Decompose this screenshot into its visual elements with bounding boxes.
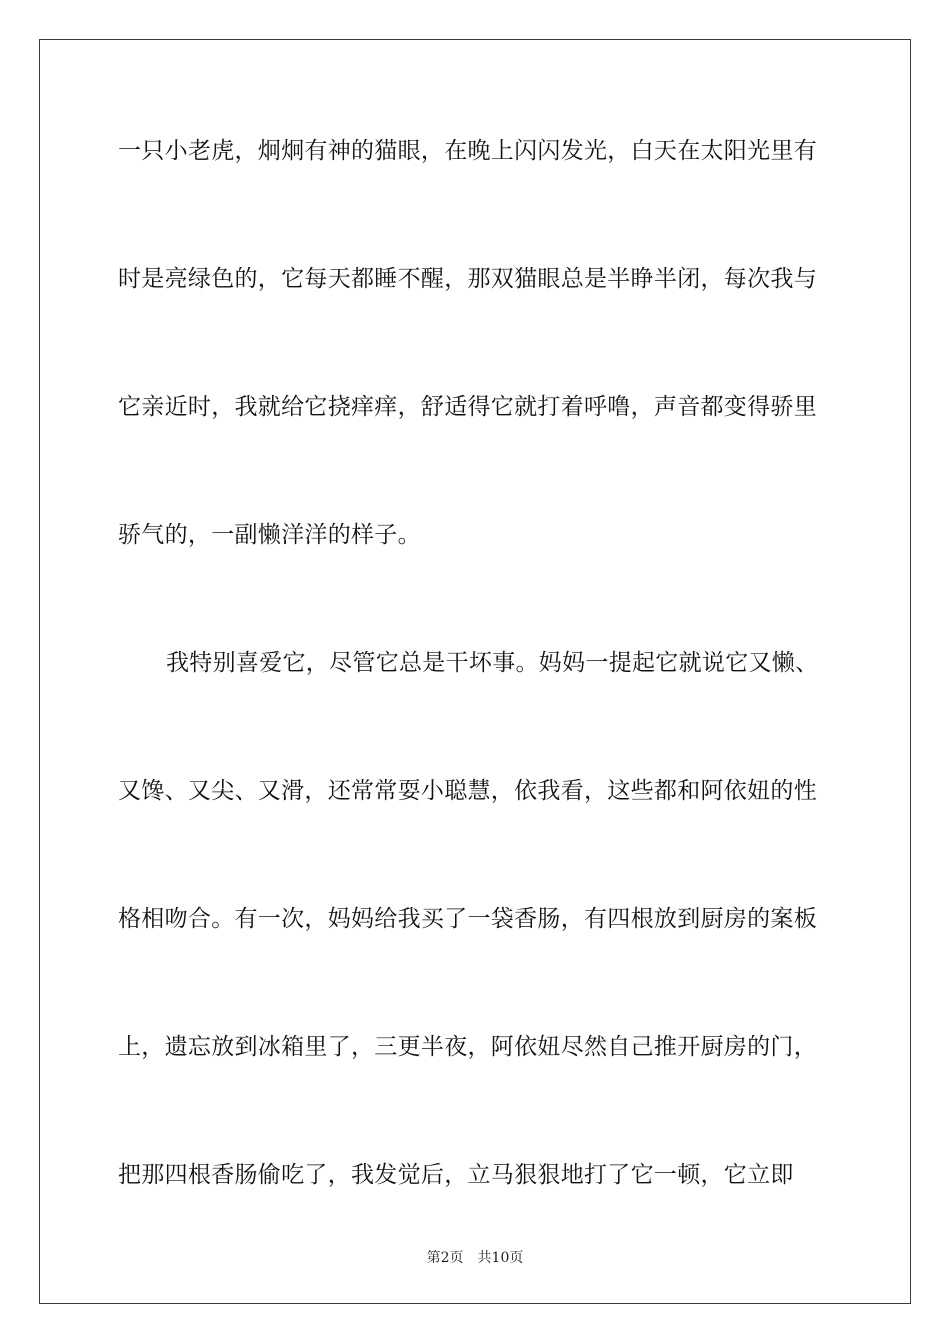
text-line: 格相吻合。有一次，妈妈给我买了一袋香肠，有四根放到厨房的案板 — [118, 906, 817, 932]
text-line: 时是亮绿色的，它每天都睡不醒，那双猫眼总是半睁半闭，每次我与 — [118, 266, 817, 292]
document-body — [118, 125, 836, 1277]
paragraph-first-line: 我特别喜爱它，尽管它总是干坏事。妈妈一提起它就说它又懒、 — [166, 650, 819, 676]
text-line: 它亲近时，我就给它挠痒痒，舒适得它就打着呼噜，声音都变得骄里 — [118, 394, 817, 420]
text-line: 又馋、又尖、又滑，还常常耍小聪慧，依我看，这些都和阿依妞的性 — [118, 778, 817, 804]
page-footer — [0, 1247, 950, 1267]
page-number: 第2页 — [426, 1250, 464, 1266]
total-pages: 共10页 — [477, 1250, 524, 1266]
text-line: 一只小老虎，炯炯有神的猫眼，在晚上闪闪发光，白天在太阳光里有 — [118, 138, 817, 164]
text-line: 骄气的，一副懒洋洋的样子。 — [118, 522, 421, 548]
text-line: 上，遗忘放到冰箱里了，三更半夜，阿依妞尽然自己推开厨房的门， — [118, 1034, 817, 1060]
text-line: 把那四根香肠偷吃了，我发觉后，立马狠狠地打了它一顿，它立即 — [118, 1162, 794, 1188]
